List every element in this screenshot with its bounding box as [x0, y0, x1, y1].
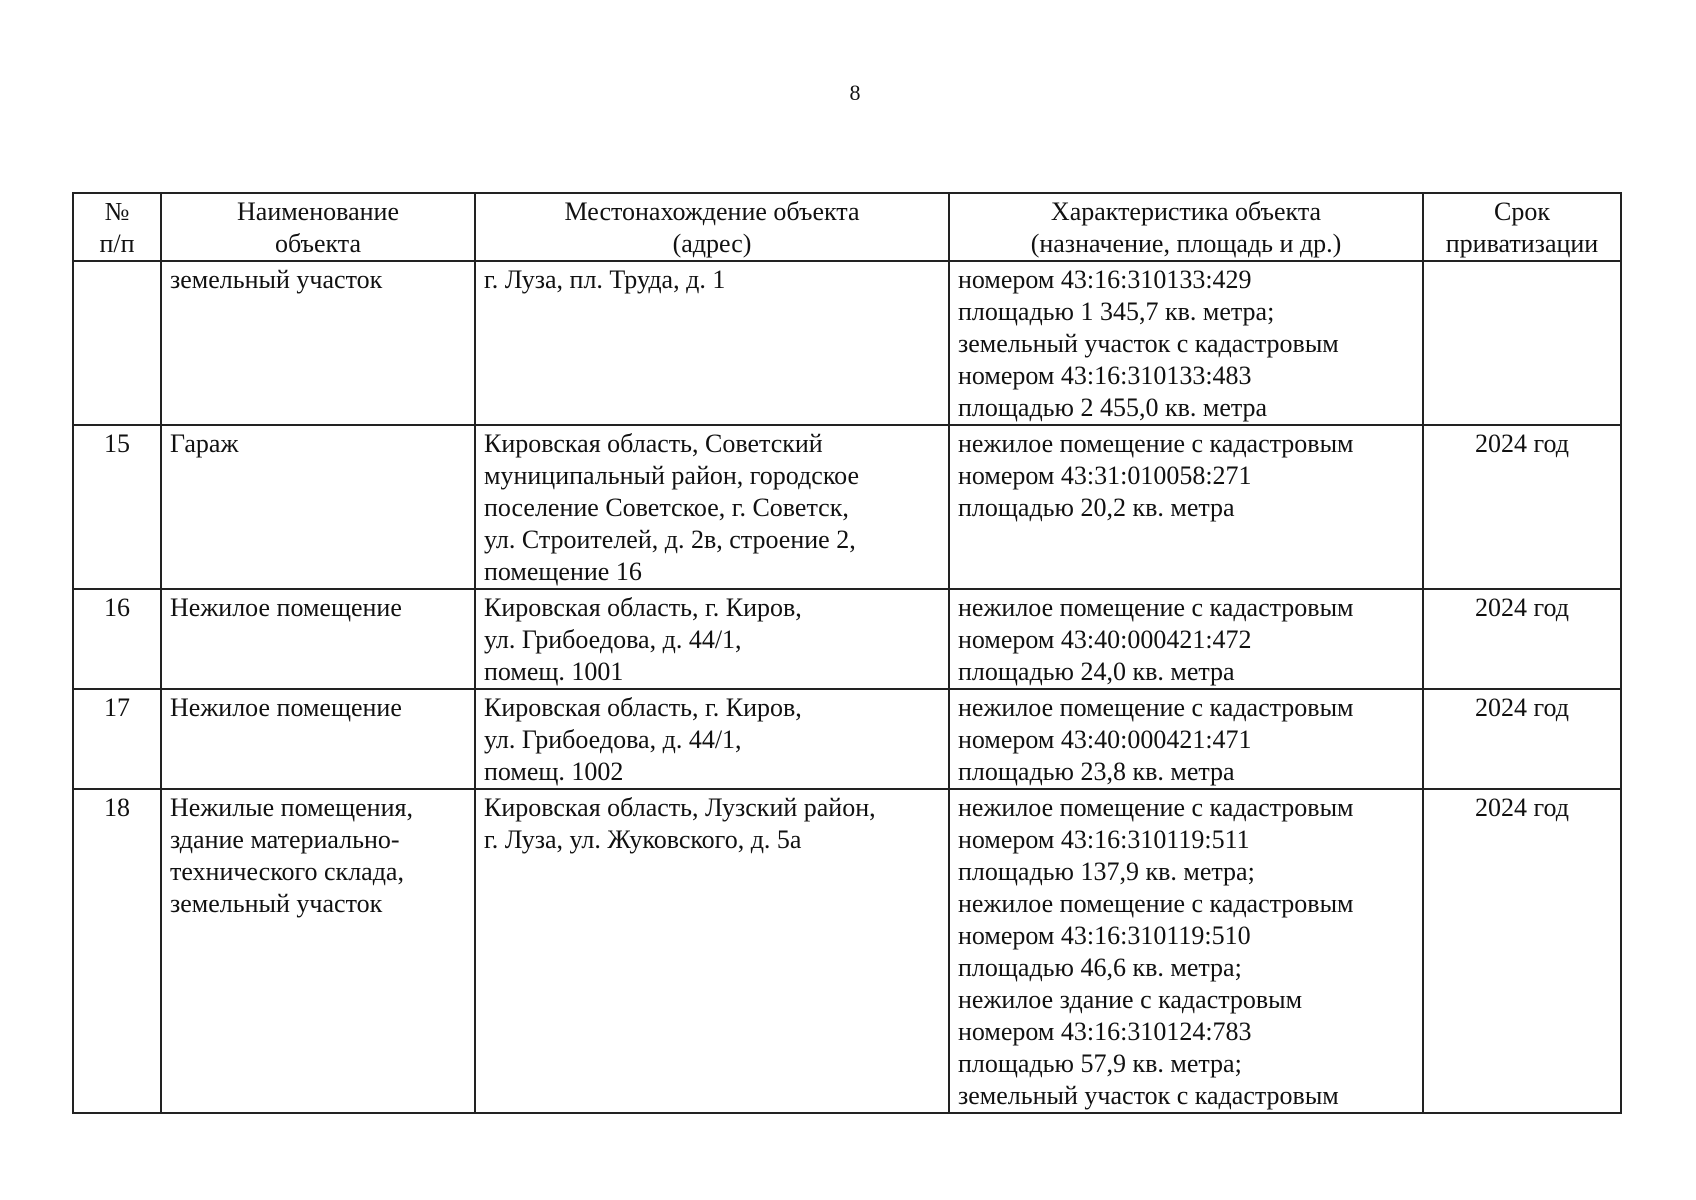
cell-address-line: муниципальный район, городское [484, 461, 859, 490]
cell-characteristics-line: площадью 46,6 кв. метра; [958, 953, 1242, 982]
cell-name-line: Нежилое помещение [170, 593, 402, 622]
cell-characteristics-line: площадью 1 345,7 кв. метра; [958, 297, 1275, 326]
cell-name-line: Нежилое помещение [170, 693, 402, 722]
table-row [73, 689, 1621, 789]
header-number [73, 193, 161, 261]
cell-characteristics-line: площадью 57,9 кв. метра; [958, 1049, 1242, 1078]
cell-number-value: 17 [104, 693, 130, 722]
cell-address-line: г. Луза, ул. Жуковского, д. 5а [484, 825, 802, 854]
header-name [161, 193, 475, 261]
cell-number-value: 18 [104, 793, 130, 822]
cell-address-line: помещ. 1002 [484, 757, 624, 786]
cell-name-line: здание материально- [170, 825, 400, 854]
cell-term-value: 2024 год [1475, 429, 1569, 458]
cell-address-line: ул. Строителей, д. 2в, строение 2, [484, 525, 856, 554]
cell-characteristics [949, 589, 1423, 689]
cell-name-line: Нежилые помещения, [170, 793, 413, 822]
header-line: (адрес) [672, 229, 752, 258]
header-line: объекта [274, 229, 362, 258]
cell-characteristics [949, 261, 1423, 425]
cell-name [161, 425, 475, 589]
cell-characteristics-line: номером 43:16:310119:511 [958, 825, 1250, 854]
cell-characteristics-line: площадью 2 455,0 кв. метра [958, 393, 1268, 422]
cell-characteristics-line: нежилое помещение с кадастровым [958, 793, 1354, 822]
cell-address [475, 589, 949, 689]
header-characteristics [949, 193, 1423, 261]
header-line: Наименование [237, 197, 399, 226]
header-line: (назначение, площадь и др.) [1030, 229, 1342, 258]
cell-address [475, 425, 949, 589]
cell-characteristics-line: нежилое помещение с кадастровым [958, 693, 1354, 722]
cell-number-value: 16 [104, 593, 130, 622]
cell-characteristics-line: номером 43:31:010058:271 [958, 461, 1252, 490]
cell-address [475, 689, 949, 789]
cell-term [1423, 425, 1621, 589]
table-row [73, 589, 1621, 689]
table-row [73, 261, 1621, 425]
cell-address-line: ул. Грибоедова, д. 44/1, [484, 725, 742, 754]
table-row [73, 789, 1621, 1113]
cell-term [1423, 689, 1621, 789]
cell-name-line: технического склада, [170, 857, 404, 886]
cell-address-line: Кировская область, Советский [484, 429, 823, 458]
table-row [73, 425, 1621, 589]
privatization-table [72, 192, 1622, 1114]
cell-characteristics-line: площадью 20,2 кв. метра [958, 493, 1235, 522]
cell-address-line: помещ. 1001 [484, 657, 624, 686]
cell-characteristics-line: нежилое помещение с кадастровым [958, 429, 1354, 458]
cell-number [73, 261, 161, 425]
header-address [475, 193, 949, 261]
cell-number [73, 589, 161, 689]
cell-term-value: 2024 год [1475, 693, 1569, 722]
cell-number [73, 789, 161, 1113]
cell-term [1423, 789, 1621, 1113]
cell-name-line: земельный участок [170, 889, 383, 918]
cell-characteristics-line: нежилое здание с кадастровым [958, 985, 1303, 1014]
header-line: № [104, 197, 130, 226]
cell-characteristics-line: земельный участок с кадастровым [958, 1081, 1339, 1110]
cell-characteristics-line: номером 43:16:310119:510 [958, 921, 1251, 950]
header-line: Срок [1494, 197, 1550, 226]
cell-characteristics-line: площадью 23,8 кв. метра [958, 757, 1235, 786]
cell-address-line: Кировская область, Лузский район, [484, 793, 876, 822]
header-term [1423, 193, 1621, 261]
cell-address-line: г. Луза, пл. Труда, д. 1 [484, 265, 726, 294]
cell-name [161, 789, 475, 1113]
cell-characteristics-line: номером 43:40:000421:472 [958, 625, 1252, 654]
cell-characteristics-line: номером 43:16:310133:483 [958, 361, 1252, 390]
cell-number [73, 689, 161, 789]
cell-term [1423, 589, 1621, 689]
cell-characteristics-line: нежилое помещение с кадастровым [958, 889, 1354, 918]
cell-characteristics-line: площадью 24,0 кв. метра [958, 657, 1235, 686]
cell-name-line: Гараж [170, 429, 239, 458]
table-body [73, 261, 1621, 1113]
cell-number [73, 425, 161, 589]
cell-characteristics-line: номером 43:16:310124:783 [958, 1017, 1252, 1046]
cell-address-line: Кировская область, г. Киров, [484, 593, 802, 622]
cell-characteristics-line: нежилое помещение с кадастровым [958, 593, 1354, 622]
cell-address-line: Кировская область, г. Киров, [484, 693, 802, 722]
page-number: 8 [849, 80, 861, 105]
cell-address [475, 261, 949, 425]
cell-term-value: 2024 год [1475, 793, 1569, 822]
cell-address [475, 789, 949, 1113]
header-line: приватизации [1445, 229, 1599, 258]
table-header-row [73, 193, 1621, 261]
cell-characteristics-line: номером 43:16:310133:429 [958, 265, 1252, 294]
cell-name [161, 589, 475, 689]
cell-characteristics-line: номером 43:40:000421:471 [958, 725, 1252, 754]
cell-address-line: ул. Грибоедова, д. 44/1, [484, 625, 742, 654]
cell-characteristics [949, 425, 1423, 589]
cell-address-line: поселение Советское, г. Советск, [484, 493, 849, 522]
cell-name [161, 261, 475, 425]
cell-name-line: земельный участок [170, 265, 383, 294]
cell-characteristics [949, 689, 1423, 789]
cell-characteristics-line: земельный участок с кадастровым [958, 329, 1339, 358]
cell-address-line: помещение 16 [484, 557, 642, 586]
cell-characteristics [949, 789, 1423, 1113]
cell-term [1423, 261, 1621, 425]
cell-term-value: 2024 год [1475, 593, 1569, 622]
cell-number-value: 15 [104, 429, 130, 458]
header-line: п/п [99, 229, 135, 258]
cell-name [161, 689, 475, 789]
header-line: Характеристика объекта [1050, 197, 1322, 226]
cell-characteristics-line: площадью 137,9 кв. метра; [958, 857, 1255, 886]
header-line: Местонахождение объекта [564, 197, 860, 226]
